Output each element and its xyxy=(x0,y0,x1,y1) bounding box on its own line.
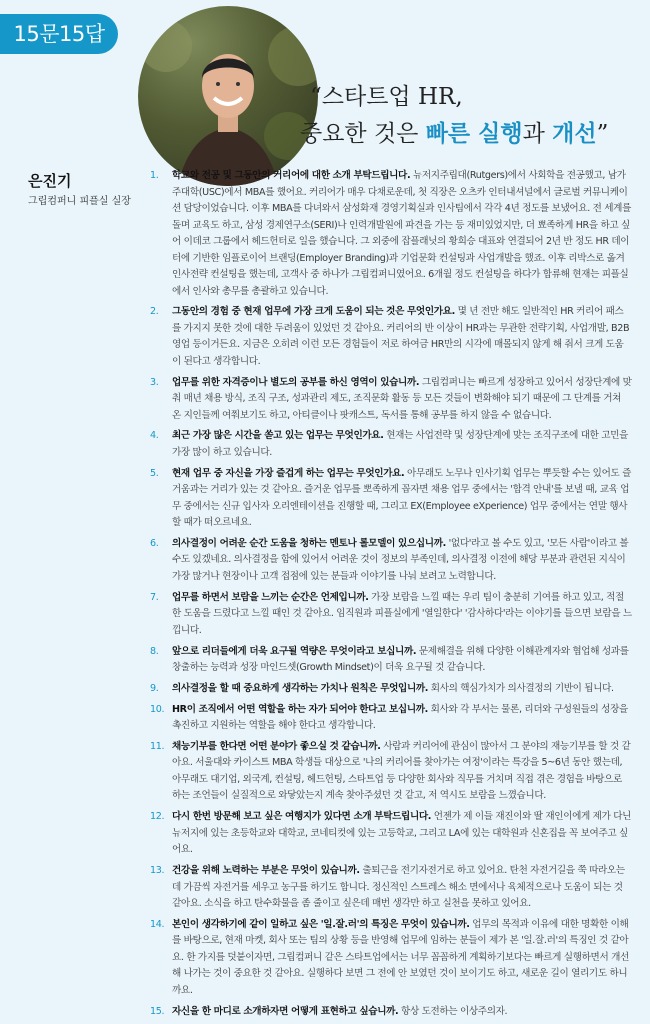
qa-list xyxy=(150,168,632,1024)
qa-item xyxy=(150,590,632,640)
qa-number: 1. xyxy=(150,170,159,181)
qa-answer: 그립컴퍼니는 빠르게 성장하고 있어서 성장단계에 맞춰 매년 채용 방식, 조직 구조, 성과관리 제도, 조직문화 활동 등 모든 것들이 변화해야 되기 때문에 그 단계를 거쳐 온 지인들께 여쭤보기도 하고, 아티클이나 팟캐스트, 독서를 통해 공부를 하지 않을 수 없습니다. xyxy=(172,376,632,421)
qa-number: 8. xyxy=(150,645,159,657)
qa-question: 의사결정이 어려운 순간 도움을 청하는 멘토나 롤모델이 있으십니까. xyxy=(172,537,446,549)
qa-answer: 출퇴근을 전기자전거로 하고 있어요. 탄천 자전거길을 쭉 따라오는데 가끔씩 자전거를 세우고 농구를 하기도 합니다. 정신적인 스트레스 해소 면에서나 육체적으로나 도움이 되는 것 같아요. 소식을 하고 탄수화물을 좀 줄이고 싶은데 매번 생각만 하고 실천을 못하고 있어요. xyxy=(172,865,625,910)
qa-question: HR이 조직에서 어떤 역할을 하는 자가 되어야 한다고 보십니까. xyxy=(172,703,428,715)
quote-line-2 xyxy=(300,116,630,153)
qa-item xyxy=(150,917,632,1000)
qa-answer: 가장 보람을 느낄 때는 우리 팀이 충분히 기여를 하고 있고, 적절한 도움을 드렸다고 느낄 때인 것 같아요. 임직원과 피플실에게 '열일한다' '감사하다'라는 이야기를 들으면 보람을 느낍니다. xyxy=(172,591,632,636)
quote-text: 중요한 것은 xyxy=(300,120,426,147)
qa-question: 현재 업무 중 자신을 가장 즐겁게 하는 업무는 무엇인가요. xyxy=(172,467,405,479)
qa-answer: 회사의 핵심가치가 의사결정의 기반이 됩니다. xyxy=(428,682,614,694)
qa-item xyxy=(150,702,632,735)
qa-question: 본인이 생각하기에 같이 일하고 싶은 '일.잘.러'의 특징은 무엇이 있습니까. xyxy=(172,918,470,930)
headline-quote xyxy=(300,80,630,152)
qa-question: 업무를 위한 자격증이나 별도의 공부를 하신 영역이 있습니까. xyxy=(172,376,420,388)
qa-question: 업무를 하면서 보람을 느끼는 순간은 언제입니까. xyxy=(172,591,369,603)
qa-question: 그동안의 경험 중 현재 업무에 가장 크게 도움이 되는 것은 무엇인가요. xyxy=(172,306,455,318)
qa-number: 11. xyxy=(150,740,165,752)
qa-number: 5. xyxy=(150,467,159,479)
qa-number: 14. xyxy=(150,918,165,930)
quote-highlight: 빠른 실행 xyxy=(425,119,523,147)
qa-number: 15. xyxy=(150,1005,165,1017)
qa-item xyxy=(150,375,632,425)
interviewee-name: 은진기 xyxy=(28,172,72,190)
qa-item xyxy=(150,681,632,698)
qa-answer: 사람과 커리어에 관심이 많아서 그 분야의 재능기부를 할 것 같아요. 서울대와 카이스트 MBA 학생들 대상으로 '나의 커리어를 찾아가는 여정'이라는 특강을 5~6년 동안 했는데, 아무래도 대기업, 외국계, 컨설팅, 헤드헌팅, 스타트업 등 다양한 회사와 직무를 거치며 직접 겪은 경험을 바탕으로 하는 조언들이 실질적으로 와닿았는지 계속 찾아주셨던 것 같고, 저 역시도 보람을 느꼈습니다. xyxy=(172,740,631,802)
qa-item xyxy=(150,644,632,677)
quote-text: 과 xyxy=(522,120,553,147)
qa-answer: 회사와 각 부서는 물론, 리더와 구성원들의 성장을 촉진하고 지원하는 역할을 해야 한다고 생각합니다. xyxy=(172,703,628,732)
qa-number: 6. xyxy=(150,537,159,549)
qa-question: 학교와 전공 및 그동안의 커리어에 대한 소개 부탁드립니다. xyxy=(172,170,411,181)
qa-item xyxy=(150,739,632,805)
qa-question: 의사결정을 할 때 중요하게 생각하는 가치나 원칙은 무엇입니까. xyxy=(172,682,429,694)
qa-number: 13. xyxy=(150,865,165,877)
qa-item xyxy=(150,466,632,532)
interviewee-role: 그립컴퍼니 피플실 실장 xyxy=(28,196,131,207)
qa-question: 다시 한번 방문해 보고 싶은 여행지가 있다면 소개 부탁드립니다. xyxy=(172,811,432,823)
qa-number: 9. xyxy=(150,682,159,694)
qa-answer: 뉴저지주립대(Rutgers)에서 사회학을 전공했고, 남가주대학(USC)에서 MBA를 했어요. 커리어가 매우 다채로운데, 첫 직장은 오츠카 인터내셔널에서 글로벌 커뮤니케이션 담당이었습니다. 이후 MBA를 다녀와서 삼성화재 경영기획실과 인사팀에서 각각 4년 정도를 보냈어요. 전 세계를 돌며 교육도 하고, 삼성 경제연구소(SERI)나 인력개발원에 파견을 가는 등 재미있었지만, 더 뾰족하게 HR을 하고 싶어 이데코 그룹에서 헤드헌터로 일을 했습니다. 그 외중에 잡플래닛의 황희승 대표와 연결되어 2년 반 정도 HR 데이터에 기반한 임플로이어 브랜딩(Employer Branding)과 기업문화 컨설팅과 사업개발을 했죠. 이후 리박스로 옮겨 인사전략 컨설팅을 했는데, 고객사 중 하나가 그립컴퍼니였어요. 6개월 정도 컨설팅을 하다가 합류해 현재는 피플실에서 인사와 총무를 총괄하고 있습니다. xyxy=(172,170,631,297)
qa-answer: 아무래도 노무나 인사기획 업무는 뿌듯할 수는 있어도 즐거움과는 거리가 있는 것 같아요. 즐거운 업무를 뽀족하게 꼽자면 채용 업무 중에서는 '합격 안내'를 보낼 때, 교육 업무 중에서는 신규 입사자 오리엔테이션을 진행할 때, 그리고 EX(Employee eXperience) 업무 중에서는 연말 행사할 때가 떠오르네요. xyxy=(172,467,632,529)
qa-answer: 문제해결을 위해 다양한 이해관계자와 협업해 성과를 창출하는 능력과 성장 마인드셋(Growth Mindset)이 더욱 요구될 것 같습니다. xyxy=(172,645,629,674)
qa-number: 4. xyxy=(150,430,159,442)
qa-number: 2. xyxy=(150,306,159,318)
section-badge: 15문15답 xyxy=(0,14,118,54)
qa-number: 3. xyxy=(150,376,159,388)
qa-item xyxy=(150,168,632,300)
qa-question: 채능기부를 한다면 어떤 분야가 좋으실 것 같습니까. xyxy=(172,740,381,752)
qa-question: 건강을 위해 노력하는 부분은 무엇이 있습니까. xyxy=(172,865,360,877)
quote-text: ” xyxy=(596,120,609,147)
quote-line-1: “스타트업 HR, xyxy=(310,84,463,110)
qa-question: 자신을 한 마디로 소개하자면 어떻게 표현하고 싶습니까. xyxy=(172,1005,399,1017)
qa-answer: 몇 년 전만 해도 일반적인 HR 커리어 패스를 가지지 못한 것에 대한 두려움이 있었던 것 같아요. 커리어의 반 이상이 HR과는 무관한 전략기획, 사업개발, B2B 영업 등이거든요. 지금은 오히려 이런 모든 경험들이 저로 하여금 HR만의 시각에 매몰되지 않게 해 줘서 크게 도움이 된다고 생각합니다. xyxy=(172,306,630,367)
qa-number: 10. xyxy=(150,703,165,715)
qa-item xyxy=(150,536,632,586)
qa-item xyxy=(150,304,632,370)
qa-answer: 업무의 목적과 이유에 대한 명확한 이해를 바탕으로, 현재 마켓, 회사 또는 팀의 상황 등을 반영해 업무에 임하는 분들이 제가 본 '일.잘.러'의 특징인 것 같아요. 한 가지를 덧붙이자면, 그립컴퍼니 같은 스타트업에서는 너무 꼼꼼하게 계획하기보다는 빠르게 실행하면서 개선해 나가는 것이 중요한 것 같아요. 실행하다 보면 그 전에 안 보였던 것이 보이기도 하고, 새로운 길이 열리기도 하니까요. xyxy=(172,918,629,996)
qa-answer: 언젠가 제 이들 재진이와 딸 재인이에게 제가 다닌 뉴저지에 있는 초등학교와 대학교, 코네티컷에 있는 고등학교, 그리고 LA에 있는 대학원과 신혼집을 꼭 보여주고 싶어요. xyxy=(172,811,632,856)
qa-question: 앞으로 리더들에게 더욱 요구될 역량은 무엇이라고 보십니까. xyxy=(172,645,417,657)
qa-number: 7. xyxy=(150,591,159,603)
qa-item xyxy=(150,428,632,461)
qa-answer: '없다'라고 볼 수도 있고, '모든 사람'이라고 볼 수도 있겠네요. 의사결정을 함에 있어서 어려운 것이 정보의 부족인데, 의사결정 이전에 해당 부분과 관련된 지식이 가장 많거나 현장이나 고객 접점에 있는 분들과 이야기를 나눠 보려고 노력합니다. xyxy=(172,537,629,582)
quote-highlight: 개선 xyxy=(552,119,597,147)
qa-answer: 항상 도전하는 이상주의자. xyxy=(398,1005,508,1017)
qa-item xyxy=(150,1004,632,1021)
qa-answer: 현재는 사업전략 및 성장단계에 맞는 조직구조에 대한 고민을 가장 많이 하고 있습니다. xyxy=(172,430,629,458)
qa-item xyxy=(150,809,632,859)
qa-question: 최근 가장 많은 시간을 쏟고 있는 업무는 무엇인가요. xyxy=(172,430,384,442)
profile-photo xyxy=(138,6,318,186)
qa-number: 12. xyxy=(150,811,165,823)
